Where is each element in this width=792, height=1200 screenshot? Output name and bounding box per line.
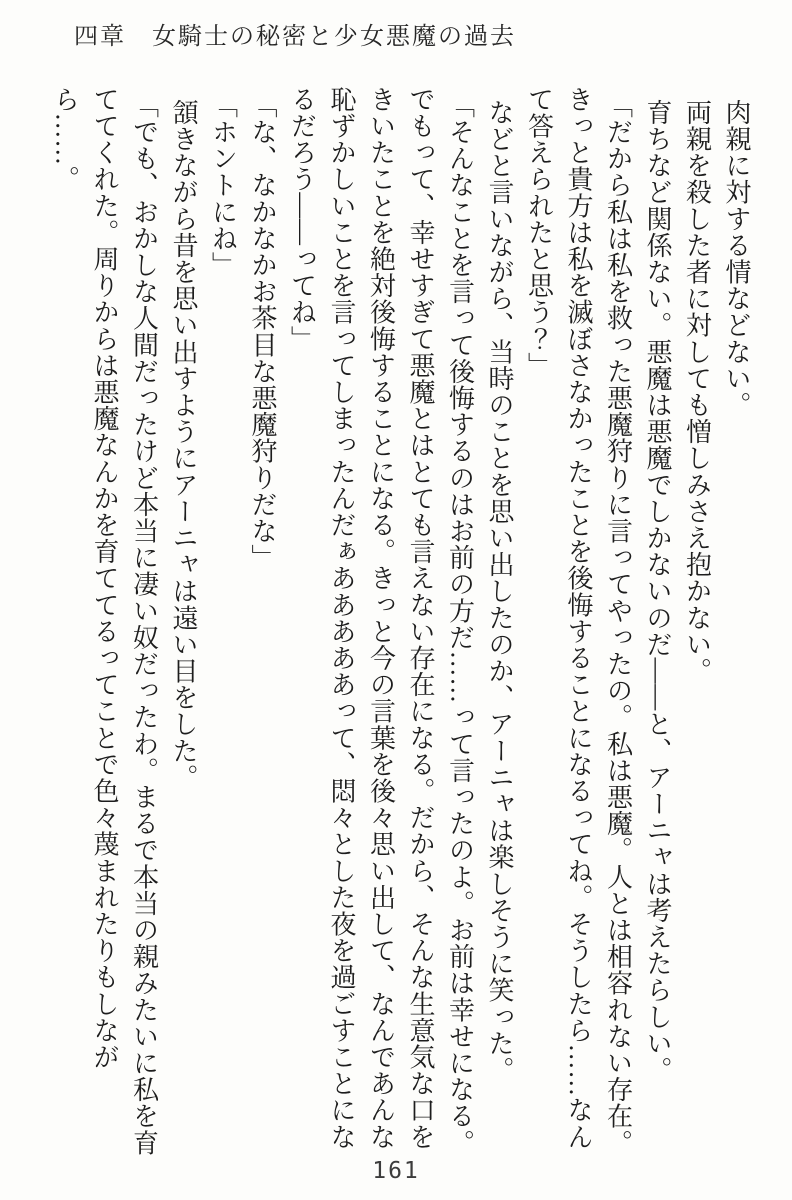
page-number: 161 — [372, 1158, 420, 1184]
paragraph: 「だから私は私を救った悪魔狩りに言ってやったの。私は悪魔。人とは相容れない存在。きっと貴方は私を滅ぼさなかったことを後悔することになるってね。そうしたら……なんて答えられたと思う？」 — [524, 86, 633, 1156]
paragraph: 「そんなことを言って後悔するのはお前の方だ……って言ったのよ。お前は幸せになる。でもって、幸せすぎて悪魔とはとても言えない存在になる。だから、そんな生意気な口をきいたことを絶対後悔することになる。きっと今の言葉を後々思い出して、なんであんな恥ずかしいことを言ってしまったんだぁあああああって、悶々とした夜を過ごすことになるだろう——ってね」 — [287, 86, 475, 1156]
body-text — [50, 86, 756, 1158]
paragraph: 肉親に対する情などない。 — [722, 99, 751, 419]
chapter-header: 四章 女騎士の秘密と少女悪魔の過去 — [74, 24, 516, 50]
paragraph: 育ちなど関係ない。悪魔は悪魔でしかないのだ——と、アーニャは考えたらしい。 — [643, 99, 672, 1084]
paragraph: 「でも、おかしな人間だったけど本当に凄い奴だったわ。まるで本当の親みたいに私を育ててくれた。周りからは悪魔なんかを育ててるってことで色々蔑まれたりもしながら……。 — [50, 86, 159, 1156]
paragraph: 「な、なかなかお茶目な悪魔狩りだな」 — [248, 91, 277, 571]
paragraph: 「ホントにね」 — [208, 91, 238, 278]
paragraph: などと言いながら、当時のことを思い出したのか、アーニャは楽しそうに笑った。 — [485, 99, 514, 1084]
paragraph: 両親を殺した者に対しても憎しみさえ抱かない。 — [682, 99, 712, 685]
paragraph: 頷きながら昔を思い出すようにアーニャは遠い目をした。 — [169, 99, 198, 791]
